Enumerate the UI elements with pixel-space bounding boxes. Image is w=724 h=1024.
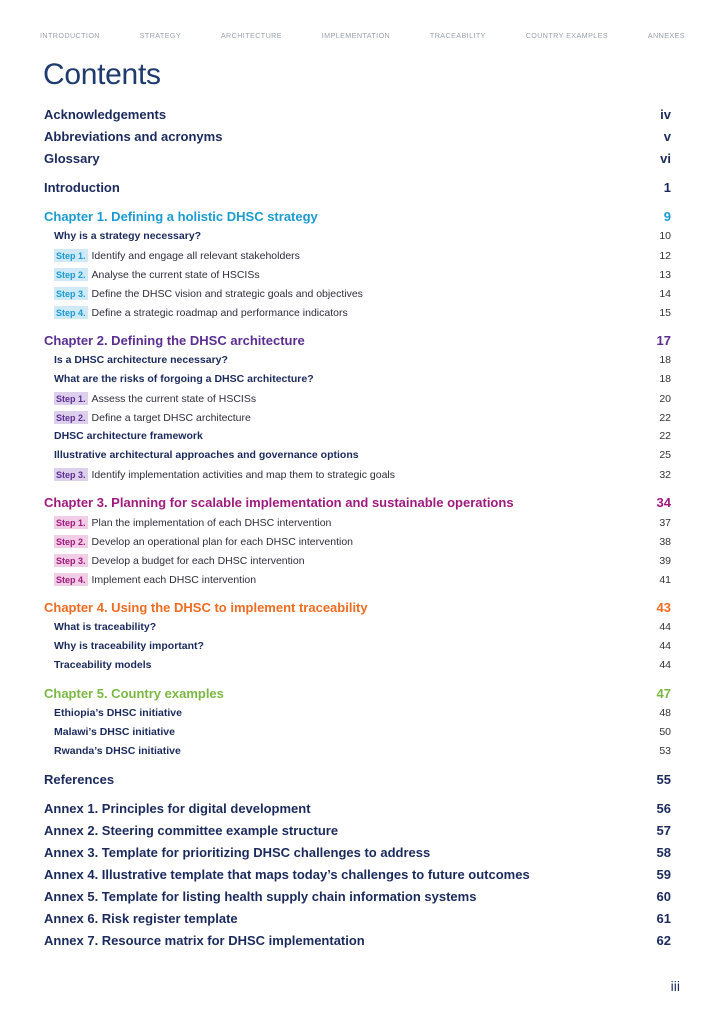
toc-entry-label [44, 180, 120, 195]
toc-subentry[interactable] [54, 230, 671, 242]
toc-entry-text: Develop a budget for each DHSC intervention [91, 555, 305, 567]
toc-entry-text: What is traceability? [54, 621, 157, 633]
toc-subentry[interactable] [54, 621, 671, 633]
toc-entry-label [54, 535, 353, 548]
toc-entry-text: Why is traceability important? [54, 640, 204, 652]
toc-entry-text: Is a DHSC architecture necessary? [54, 354, 228, 366]
toc-page-number: 55 [656, 772, 671, 787]
toc-step-entry[interactable] [54, 535, 671, 548]
section-nav [40, 28, 685, 42]
toc-entry-text: Acknowledgements [44, 107, 167, 122]
toc-entry-label [54, 354, 228, 366]
step-tag: Step 2. [56, 270, 86, 280]
toc-entry-label [44, 107, 166, 122]
toc-page-number: 44 [659, 640, 671, 652]
toc-entry-text: Illustrative architectural approaches and governance options [54, 449, 359, 461]
toc-entry-text: Develop an operational plan for each DHSC intervention [91, 536, 354, 548]
toc-entry[interactable] [44, 845, 671, 860]
toc-entry[interactable] [44, 889, 671, 904]
toc-page-number: 9 [663, 209, 671, 224]
toc-subentry[interactable] [54, 745, 671, 757]
toc-entry[interactable] [44, 772, 671, 787]
toc-entry-label [44, 889, 476, 904]
toc-page-number: 32 [659, 469, 671, 481]
toc-entry-label [44, 801, 311, 816]
toc-entry-text: Assess the current state of HSCISs [91, 393, 257, 405]
toc-entry-text: Chapter 1. Defining a holistic DHSC strategy [44, 209, 318, 224]
toc-page-number: 53 [659, 745, 671, 757]
toc-page-number: 57 [656, 823, 671, 838]
toc-entry-text: Rwanda’s DHSC initiative [54, 745, 181, 757]
toc-entry-label [54, 430, 203, 442]
toc-entry-text: Annex 6. Risk register template [44, 911, 238, 926]
toc-entry-text: Annex 2. Steering committee example structure [44, 823, 339, 838]
toc-entry-text: Traceability models [54, 659, 152, 671]
toc-entry-label [44, 495, 514, 510]
toc-entry-label [54, 268, 260, 281]
toc-entry-text: Plan the implementation of each DHSC intervention [91, 517, 332, 529]
toc-step-entry[interactable] [54, 516, 671, 529]
toc-step-entry[interactable] [54, 287, 671, 300]
toc-page-number: 18 [659, 354, 671, 366]
toc-entry[interactable] [44, 151, 671, 166]
toc-entry-label [44, 209, 318, 224]
toc-page-number: 10 [659, 230, 671, 242]
toc-page-number: 58 [656, 845, 671, 860]
step-tag: Step 1. [56, 251, 86, 261]
toc-entry-label [54, 745, 181, 757]
toc-entry-text: Annex 1. Principles for digital development [44, 801, 311, 816]
toc-page-number: 41 [659, 574, 671, 586]
toc-entry[interactable] [44, 933, 671, 948]
toc-page-number: 61 [656, 911, 671, 926]
toc-entry-text: Annex 5. Template for listing health supply chain information systems [44, 889, 477, 904]
toc-entry-label [44, 772, 114, 787]
step-tag: Step 3. [56, 289, 86, 299]
toc-entry-label [44, 129, 222, 144]
toc-step-entry[interactable] [54, 306, 671, 319]
toc-page-number: 37 [659, 517, 671, 529]
toc-page-number: 22 [659, 430, 671, 442]
toc-step-entry[interactable] [54, 468, 671, 481]
toc-entry-label [54, 707, 182, 719]
toc-entry-text: What are the risks of forgoing a DHSC architecture? [54, 373, 314, 385]
toc-entry-label [44, 600, 368, 615]
toc-entry-text: Annex 7. Resource matrix for DHSC implementation [44, 933, 365, 948]
toc-entry-text: Chapter 3. Planning for scalable implementation and sustainable operations [44, 495, 514, 510]
toc-entry-label [54, 573, 256, 586]
toc-entry-text: Chapter 4. Using the DHSC to implement traceability [44, 600, 368, 615]
toc-entry-label [54, 449, 359, 461]
toc-entry-label [54, 554, 305, 567]
toc-page-number: 18 [659, 373, 671, 385]
toc-subentry[interactable] [54, 707, 671, 719]
toc-page-number: 12 [659, 250, 671, 262]
toc-entry[interactable] [44, 911, 671, 926]
toc-page-number: 39 [659, 555, 671, 567]
toc-entry-text: Why is a strategy necessary? [54, 230, 202, 242]
toc-page-number: 47 [656, 686, 671, 701]
toc-entry-label [44, 151, 100, 166]
toc-entry-label [54, 306, 348, 319]
toc-step-entry[interactable] [54, 268, 671, 281]
toc-entry-label [54, 287, 363, 300]
toc-step-entry[interactable] [54, 392, 671, 405]
toc-page-number: 20 [659, 393, 671, 405]
page-title: Contents [43, 58, 161, 91]
toc-entry-text: Chapter 2. Defining the DHSC architecture [44, 333, 305, 348]
nav-item-country-examples[interactable]: COUNTRY EXAMPLES [525, 30, 609, 40]
toc-entry[interactable] [44, 823, 671, 838]
toc-step-entry[interactable] [54, 249, 671, 262]
toc-entry[interactable] [44, 600, 671, 615]
toc-page-number: 43 [656, 600, 671, 615]
toc-entry[interactable] [44, 180, 671, 195]
toc-page-number: 62 [656, 933, 671, 948]
toc-entry[interactable] [44, 129, 671, 144]
toc-entry-text: Implement each DHSC intervention [91, 574, 257, 586]
toc-page-number: 25 [659, 449, 671, 461]
toc-page-number: 38 [659, 536, 671, 548]
toc-entry-label [44, 911, 238, 926]
step-tag: Step 1. [56, 518, 86, 528]
toc-entry-label [54, 249, 300, 262]
toc-page-number: 56 [656, 801, 671, 816]
toc-page-number: 59 [656, 867, 671, 882]
toc-entry-label [54, 726, 175, 738]
toc-page-number: 14 [659, 288, 671, 300]
toc-entry-label [54, 373, 314, 385]
toc-step-entry[interactable] [54, 411, 671, 424]
step-tag: Step 4. [56, 308, 86, 318]
toc-entry-label [44, 333, 305, 348]
toc-entry[interactable] [44, 209, 671, 224]
toc-page-number: iv [660, 107, 671, 122]
toc-entry-label [44, 686, 224, 701]
nav-item-architecture[interactable]: ARCHITECTURE [220, 30, 282, 40]
toc-page-number: 17 [656, 333, 671, 348]
toc-page-number: 34 [656, 495, 671, 510]
step-tag: Step 2. [56, 413, 86, 423]
toc-entry-text: Annex 3. Template for prioritizing DHSC challenges to address [44, 845, 431, 860]
toc-entry-label [54, 640, 204, 652]
toc-page-number: 60 [656, 889, 671, 904]
nav-item-introduction[interactable]: INTRODUCTION [40, 30, 100, 40]
toc-subentry[interactable] [54, 726, 671, 738]
toc-entry[interactable] [44, 867, 671, 882]
toc-subentry[interactable] [54, 430, 671, 442]
toc-entry-label [54, 392, 256, 405]
toc-entry[interactable] [44, 107, 671, 122]
toc-entry-label [54, 659, 151, 671]
toc-page-number: 22 [659, 412, 671, 424]
step-tag: Step 4. [56, 575, 86, 585]
toc-subentry[interactable] [54, 449, 671, 461]
toc-entry-text: Define the DHSC vision and strategic goals and objectives [91, 288, 363, 300]
toc-page-number: 44 [659, 621, 671, 633]
toc-entry-label [44, 845, 430, 860]
toc-entry-text: Identify and engage all relevant stakeholders [91, 250, 300, 262]
toc-page-number: v [663, 129, 671, 144]
toc-subentry[interactable] [54, 640, 671, 652]
toc-entry-text: Define a target DHSC architecture [91, 412, 251, 424]
toc-page-number: 1 [663, 180, 671, 195]
toc-entry-text: Malawi’s DHSC initiative [54, 726, 175, 738]
toc-page-number: 48 [659, 707, 671, 719]
toc-entry[interactable] [44, 801, 671, 816]
toc-step-entry[interactable] [54, 554, 671, 567]
step-tag: Step 1. [56, 394, 86, 404]
toc-entry-text: Identify implementation activities and map them to strategic goals [91, 469, 396, 481]
toc-entry-text: Ethiopia’s DHSC initiative [54, 707, 182, 719]
nav-item-annexes[interactable]: ANNEXES [647, 30, 685, 40]
toc-subentry[interactable] [54, 659, 671, 671]
toc-subentry[interactable] [54, 373, 671, 385]
toc-entry-text: Annex 4. Illustrative template that maps today’s challenges to future outcomes [44, 867, 530, 882]
toc-page-number: 50 [659, 726, 671, 738]
step-tag: Step 3. [56, 470, 86, 480]
toc-entry[interactable] [44, 686, 671, 701]
toc-entry-text: Abbreviations and acronyms [44, 129, 223, 144]
toc-entry-text: Introduction [44, 180, 120, 195]
toc-entry-text: DHSC architecture framework [54, 430, 203, 442]
toc-entry-text: Chapter 5. Country examples [44, 686, 224, 701]
toc-page-number: 44 [659, 659, 671, 671]
page-number: iii [670, 978, 680, 994]
toc-entry-label [54, 411, 251, 424]
nav-item-traceability[interactable]: TRACEABILITY [429, 30, 486, 40]
toc-entry-label [44, 933, 365, 948]
toc-entry-label [54, 230, 201, 242]
toc-entry-text: Define a strategic roadmap and performance indicators [91, 307, 348, 319]
toc-entry-text: Analyse the current state of HSCISs [91, 269, 260, 281]
toc-entry-label [44, 823, 338, 838]
toc-page-number: 15 [659, 307, 671, 319]
step-tag: Step 2. [56, 537, 86, 547]
toc-entry-label [54, 468, 395, 481]
toc-step-entry[interactable] [54, 573, 671, 586]
toc-entry-text: References [44, 772, 115, 787]
toc-entry[interactable] [44, 495, 671, 510]
toc-entry-label [44, 867, 530, 882]
step-tag: Step 3. [56, 556, 86, 566]
nav-item-strategy[interactable]: STRATEGY [139, 30, 182, 40]
toc-entry-label [54, 516, 331, 529]
nav-item-implementation[interactable]: IMPLEMENTATION [321, 30, 391, 40]
toc-entry-label [54, 621, 156, 633]
toc-entry-text: Glossary [44, 151, 100, 166]
toc-page-number: 13 [659, 269, 671, 281]
toc-page-number: vi [660, 151, 671, 166]
toc-subentry[interactable] [54, 354, 671, 366]
toc-entry[interactable] [44, 333, 671, 348]
